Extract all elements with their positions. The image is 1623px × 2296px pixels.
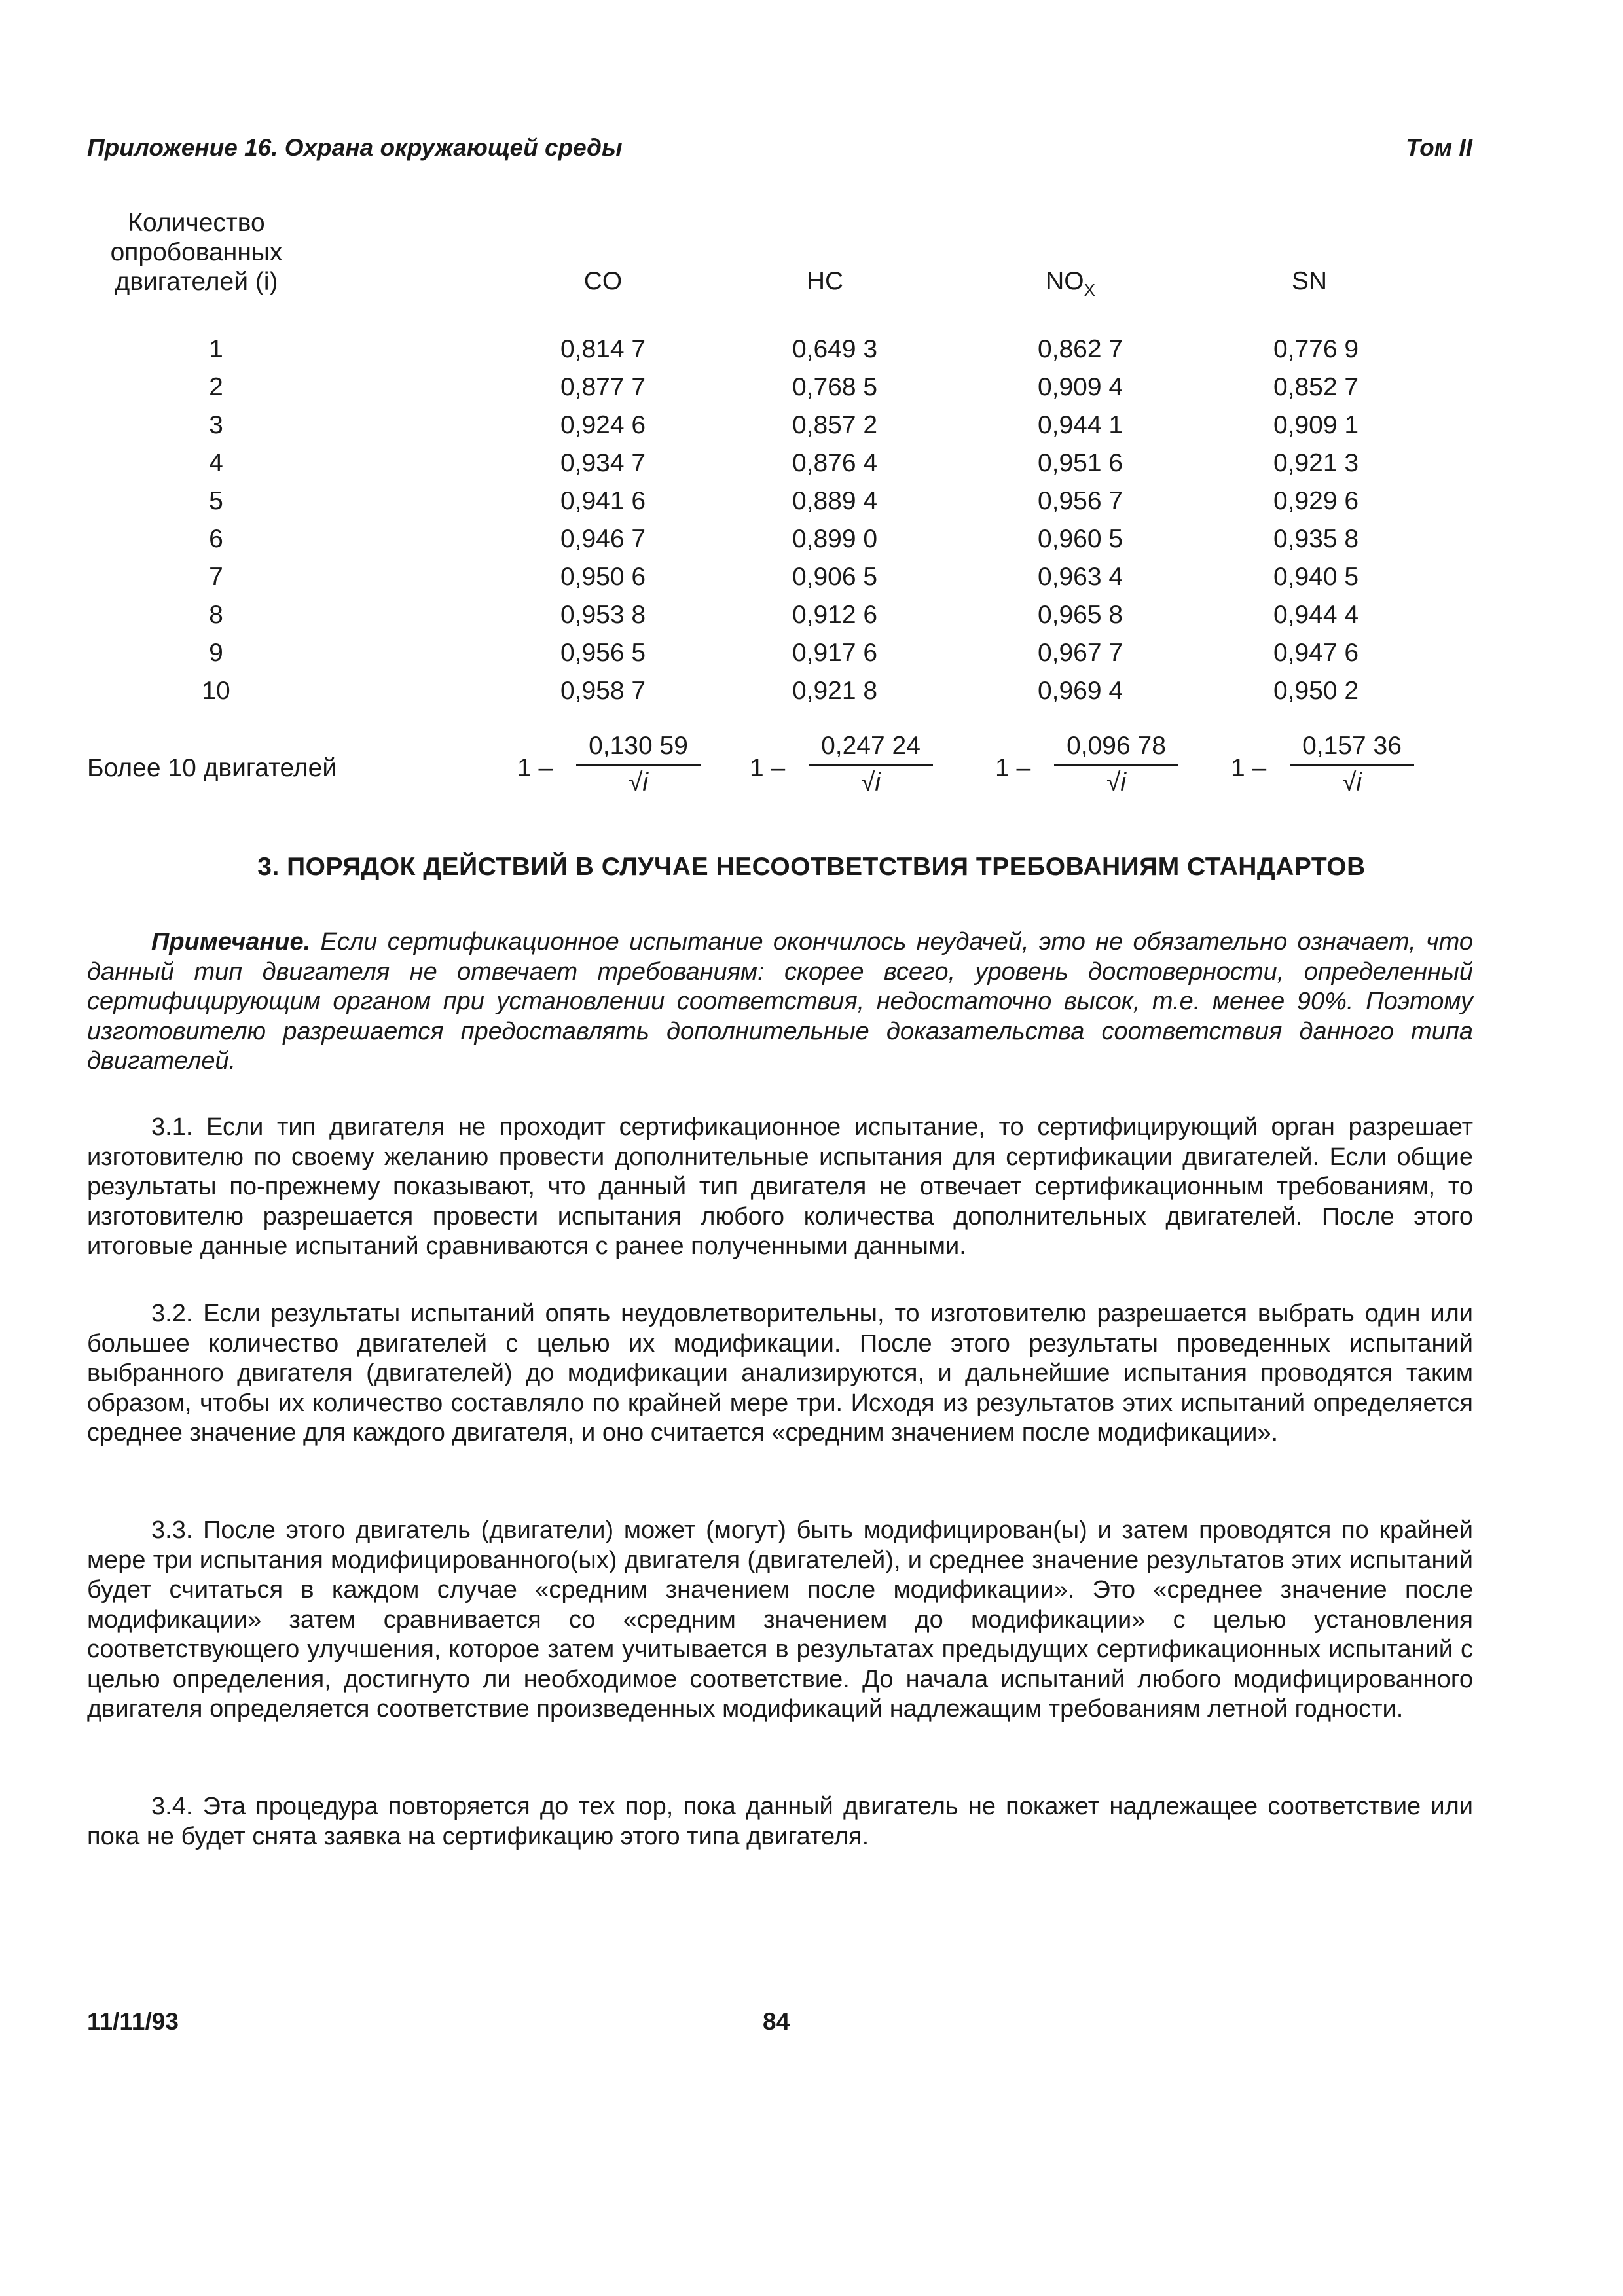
table-row — [0, 677, 1623, 715]
cell-nox: 0,956 7 — [1037, 487, 1123, 515]
column-header-nox-main: NO — [1046, 267, 1084, 295]
cell-nox: 0,963 4 — [1037, 563, 1123, 591]
cell-nox: 0,909 4 — [1037, 373, 1123, 401]
cell-engines: 2 — [209, 373, 223, 401]
cell-hc: 0,921 8 — [792, 677, 878, 705]
table-row — [0, 601, 1623, 639]
table-row — [0, 563, 1623, 601]
table-row — [0, 487, 1623, 525]
more-than-10-label: Более 10 двигателей — [87, 754, 337, 782]
formula-numerator: 0,247 24 — [809, 732, 933, 766]
formula-denominator: √i — [860, 768, 881, 797]
note-paragraph — [87, 927, 1473, 1077]
cell-sn: 0,944 4 — [1273, 601, 1359, 629]
cell-engines: 4 — [209, 449, 223, 477]
cell-sn: 0,909 1 — [1273, 411, 1359, 439]
cell-hc: 0,906 5 — [792, 563, 878, 591]
formula-denominator: √i — [1106, 768, 1127, 797]
table-row — [0, 449, 1623, 487]
paragraph-3-3 — [87, 1516, 1473, 1725]
formula-sn — [1231, 732, 1427, 817]
formula-co — [517, 732, 714, 817]
cell-sn: 0,852 7 — [1273, 373, 1359, 401]
formula-one-minus: 1 – — [995, 754, 1031, 782]
formula-fraction — [1054, 732, 1178, 799]
cell-engines: 6 — [209, 525, 223, 553]
cell-engines: 9 — [209, 639, 223, 667]
paragraph-3-1 — [87, 1113, 1473, 1262]
cell-sn: 0,921 3 — [1273, 449, 1359, 477]
cell-hc: 0,917 6 — [792, 639, 878, 667]
formula-denominator: √i — [1341, 768, 1362, 797]
cell-sn: 0,929 6 — [1273, 487, 1359, 515]
cell-hc: 0,889 4 — [792, 487, 878, 515]
cell-co: 0,934 7 — [560, 449, 646, 477]
column-header-nox — [972, 267, 1169, 300]
column-header-nox-subscript: X — [1084, 280, 1095, 300]
cell-nox: 0,862 7 — [1037, 335, 1123, 363]
running-header-title: Приложение 16. Охрана окружающей среды — [87, 134, 623, 161]
column-header-hc: HC — [806, 267, 844, 295]
cell-hc: 0,899 0 — [792, 525, 878, 553]
running-header-volume: Том II — [1405, 134, 1472, 161]
cell-co: 0,956 5 — [560, 639, 646, 667]
cell-hc: 0,649 3 — [792, 335, 878, 363]
formula-numerator: 0,130 59 — [576, 732, 701, 766]
paragraph-3-4 — [87, 1792, 1473, 1852]
cell-hc: 0,857 2 — [792, 411, 878, 439]
cell-sn: 0,950 2 — [1273, 677, 1359, 705]
cell-engines: 7 — [209, 563, 223, 591]
formula-numerator: 0,157 36 — [1290, 732, 1414, 766]
cell-sn: 0,776 9 — [1273, 335, 1359, 363]
cell-co: 0,877 7 — [560, 373, 646, 401]
formula-fraction — [1290, 732, 1414, 799]
paragraph-3-2 — [87, 1299, 1473, 1448]
formula-one-minus: 1 – — [517, 754, 553, 782]
note-text: Если сертификационное испытание окончилось неудачей, это не обязательно означает, что данный тип двигателя не отвечает требованиям: скорее всего, уровень достоверности, определенный сертифицирующим органом при установлении соответствия, недостаточно высок, т.е. менее 90%. Поэтому изготовителю разрешается предоставлять дополнительные доказательства соответствия данного типа двигателей. — [87, 928, 1473, 1075]
formula-hc — [750, 732, 946, 817]
footer-date: 11/11/93 — [87, 2008, 179, 2035]
cell-engines: 8 — [209, 601, 223, 629]
column-header-sn: SN — [1291, 267, 1328, 295]
cell-engines: 10 — [202, 677, 230, 705]
cell-nox: 0,960 5 — [1037, 525, 1123, 553]
cell-hc: 0,876 4 — [792, 449, 878, 477]
formula-nox — [995, 732, 1192, 817]
cell-co: 0,958 7 — [560, 677, 646, 705]
note-label: Примечание. — [151, 928, 311, 956]
cell-nox: 0,951 6 — [1037, 449, 1123, 477]
table-row — [0, 525, 1623, 563]
cell-co: 0,953 8 — [560, 601, 646, 629]
paragraph-text: 3.1. Если тип двигателя не проходит сертификационное испытание, то сертифицирующий орган разрешает изготовителю по своему желанию провести дополнительные испытания для сертификации двигателей. Если общие результаты по-прежнему показывают, что данный тип двигателя не отвечает сертификационным требованиям, то изготовителю разрешается провести испытания любого количества дополнительных двигателей. После этого итоговые данные испытаний сравниваются с ранее полученными данными. — [87, 1113, 1473, 1260]
table-row — [0, 373, 1623, 411]
formula-fraction — [576, 732, 701, 799]
cell-co: 0,946 7 — [560, 525, 646, 553]
column-header-engines — [98, 208, 295, 296]
cell-sn: 0,935 8 — [1273, 525, 1359, 553]
paragraph-text: 3.3. После этого двигатель (двигатели) может (могут) быть модифицирован(ы) и затем проводятся по крайней мере три испытания модифицированного(ых) двигателя (двигателей), и среднее значение результатов этих испытаний будет считаться в каждом случае «средним значением после модификации». Это «среднее значение после модификации» затем сравнивается со «средним значением до модификации» с целью установления соответствующего улучшения, которое затем учитывается в результатах предыдущих сертификационных испытаний с целью определения, достигнуто ли необходимое соответствие. До начала испытаний любого модифицированного двигателя определяется соответствие произведенных модификаций надлежащим требованиям летной годности. — [87, 1516, 1473, 1723]
formula-numerator: 0,096 78 — [1054, 732, 1178, 766]
cell-co: 0,950 6 — [560, 563, 646, 591]
section-heading: 3. ПОРЯДОК ДЕЙСТВИЙ В СЛУЧАЕ НЕСООТВЕТСТВИЯ ТРЕБОВАНИЯМ СТАНДАРТОВ — [257, 853, 1366, 881]
cell-engines: 3 — [209, 411, 223, 439]
cell-engines: 5 — [209, 487, 223, 515]
formula-fraction — [809, 732, 933, 799]
formula-denominator: √i — [628, 768, 649, 797]
column-header-engines-line: Количество — [128, 209, 265, 237]
cell-co: 0,814 7 — [560, 335, 646, 363]
table-row — [0, 335, 1623, 373]
cell-engines: 1 — [209, 335, 223, 363]
table-row — [0, 411, 1623, 449]
cell-nox: 0,965 8 — [1037, 601, 1123, 629]
cell-sn: 0,947 6 — [1273, 639, 1359, 667]
cell-hc: 0,768 5 — [792, 373, 878, 401]
cell-sn: 0,940 5 — [1273, 563, 1359, 591]
table-row — [0, 639, 1623, 677]
cell-hc: 0,912 6 — [792, 601, 878, 629]
formula-one-minus: 1 – — [1231, 754, 1267, 782]
column-header-co: CO — [583, 267, 623, 295]
cell-co: 0,924 6 — [560, 411, 646, 439]
paragraph-text: 3.4. Эта процедура повторяется до тех пор, пока данный двигатель не покажет надлежащее соответствие или пока не будет снята заявка на сертификацию этого типа двигателя. — [87, 1793, 1473, 1850]
table-row-more-than-10 — [0, 732, 1623, 817]
table-header — [0, 208, 1623, 313]
cell-nox: 0,967 7 — [1037, 639, 1123, 667]
formula-one-minus: 1 – — [750, 754, 786, 782]
page-number: 84 — [763, 2008, 790, 2035]
cell-nox: 0,969 4 — [1037, 677, 1123, 705]
cell-nox: 0,944 1 — [1037, 411, 1123, 439]
cell-co: 0,941 6 — [560, 487, 646, 515]
column-header-engines-line: опробованных — [110, 238, 283, 266]
paragraph-text: 3.2. Если результаты испытаний опять неудовлетворительны, то изготовителю разрешается выбрать один или большее количество двигателей с целью их модификации. После этого результаты проведенных испытаний выбранного двигателя (двигателей) до модификации анализируются, и дальнейшие испытания проводятся таким образом, чтобы их количество составляло по крайней мере три. Исходя из результатов этих испытаний определяется среднее значение для каждого двигателя, и оно считается «средним значением после модификации». — [87, 1300, 1473, 1446]
column-header-engines-line: двигателей (i) — [115, 268, 278, 296]
